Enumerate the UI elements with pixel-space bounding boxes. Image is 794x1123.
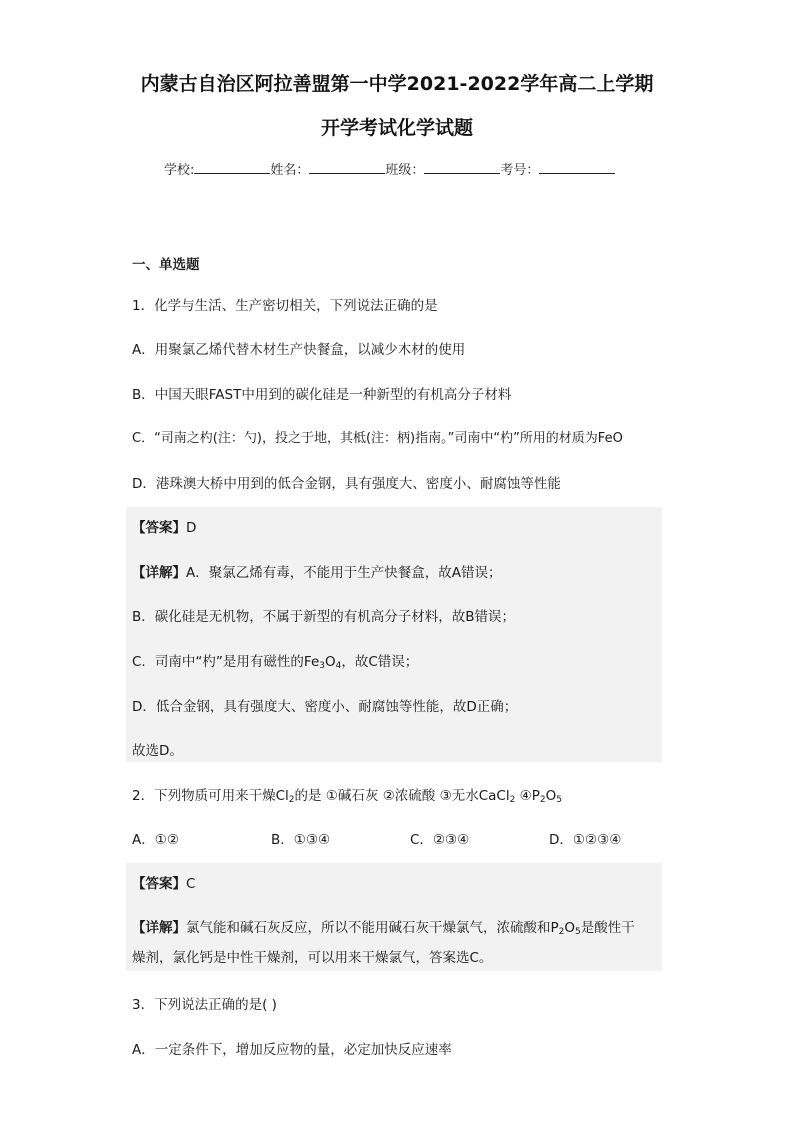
q1-option-c: C．“司南之杓(注：勺)，投之于地，其柢(注：柄)指南。”司南中“杓”所用的材质为FeO <box>132 431 623 446</box>
q1-detail-c-sub2: 4 <box>335 661 342 671</box>
q2-detail-line1-pre: 氯气能和碱石灰反应，所以不能用碱石灰干燥氯气，浓硫酸和P <box>186 920 559 936</box>
q2-stem <box>132 784 562 804</box>
q2-stem-sub3: 2 <box>539 795 546 805</box>
q2-detail-line1-post: 是酸性干 <box>580 920 635 936</box>
q1-detail-c-pre: C．司南中“杓”是用有磁性的Fe <box>132 654 320 670</box>
q1-detail-b: B．碳化硅是无机物，不属于新型的有机高分子材料，故B错误； <box>132 609 516 625</box>
q3-option-a: A．一定条件下，增加反应物的量，必定加快反应速率 <box>132 1042 452 1058</box>
q1-detail-a-text: A．聚氯乙烯有毒，不能用于生产快餐盒，故A错误； <box>186 565 502 581</box>
q2-stem-sub: 2 <box>288 795 295 805</box>
q2-option-b: B．①③④ <box>271 832 331 848</box>
q1-detail-d: D．低合金钢，具有强度大、密度小、耐腐蚀等性能，故D正确； <box>132 699 518 715</box>
q2-detail-line1 <box>132 916 635 936</box>
q1-option-b: B．中国天眼FAST中用到的碳化硅是一种新型的有机高分子材料 <box>132 387 512 403</box>
q2-stem-post: 的是 ①碱石灰 ②浓硫酸 ③无水CaCl <box>294 788 510 804</box>
school-label: 学校: <box>164 163 195 178</box>
student-info-row <box>164 159 615 178</box>
q2-stem-pre: 2．下列物质可用来干燥Cl <box>132 788 289 804</box>
q2-detail-line1-mid: O <box>564 920 576 936</box>
exam-title-line1: 内蒙古自治区阿拉善盟第一中学2021-2022学年高二上学期 <box>140 73 654 95</box>
q1-answer <box>132 516 196 536</box>
q1-answer-box <box>126 507 662 762</box>
q2-stem-sub2: 2 <box>509 795 516 805</box>
q2-detail-sub1: 2 <box>558 927 565 937</box>
q2-stem-sub4: 5 <box>556 795 562 805</box>
name-label: 姓名： <box>270 163 310 178</box>
q1-option-a: A．用聚氯乙烯代替木材生产快餐盒，以减少木材的使用 <box>132 342 466 358</box>
q2-answer-value: C <box>186 876 196 892</box>
q2-detail-line2: 燥剂，氯化钙是中性干燥剂，可以用来干燥氯气，答案选C。 <box>132 950 493 966</box>
q1-detail-c-mid: O <box>324 654 336 670</box>
number-label: 考号： <box>500 163 540 178</box>
class-blank <box>424 161 500 174</box>
class-label: 班级： <box>385 163 425 178</box>
q1-detail-a <box>132 561 501 581</box>
school-blank <box>194 161 270 174</box>
q2-option-c: C．②③④ <box>410 832 470 848</box>
q1-answer-label: 【答案】 <box>132 520 186 536</box>
q1-detail-label: 【详解】 <box>132 565 186 581</box>
q2-option-a: A．①② <box>132 832 179 848</box>
q2-stem-end-mid: O <box>545 788 557 804</box>
number-blank <box>539 161 615 174</box>
q2-option-d: D．①②③④ <box>549 832 622 848</box>
q1-answer-value: D <box>186 520 197 536</box>
q2-answer <box>132 872 195 892</box>
q1-option-d: D．港珠澳大桥中用到的低合金钢，具有强度大、密度小、耐腐蚀等性能 <box>132 476 561 492</box>
q1-stem: 1．化学与生活、生产密切相关，下列说法正确的是 <box>132 298 438 314</box>
q2-detail-label: 【详解】 <box>132 920 186 936</box>
q2-detail-sub2: 5 <box>575 927 581 937</box>
q2-answer-label: 【答案】 <box>132 876 186 892</box>
q1-detail-c-sub1: 3 <box>319 661 325 671</box>
exam-title-line2: 开学考试化学试题 <box>320 117 473 139</box>
q3-stem: 3．下列说法正确的是( ) <box>132 997 277 1013</box>
q1-detail-c-post: ，故C错误； <box>341 654 419 670</box>
q1-conclusion: 故选D。 <box>132 743 183 759</box>
q1-detail-c <box>132 650 418 670</box>
name-blank <box>309 161 385 174</box>
section-title: 一、单选题 <box>132 257 200 273</box>
q2-stem-end-pre: ④P <box>515 788 540 804</box>
